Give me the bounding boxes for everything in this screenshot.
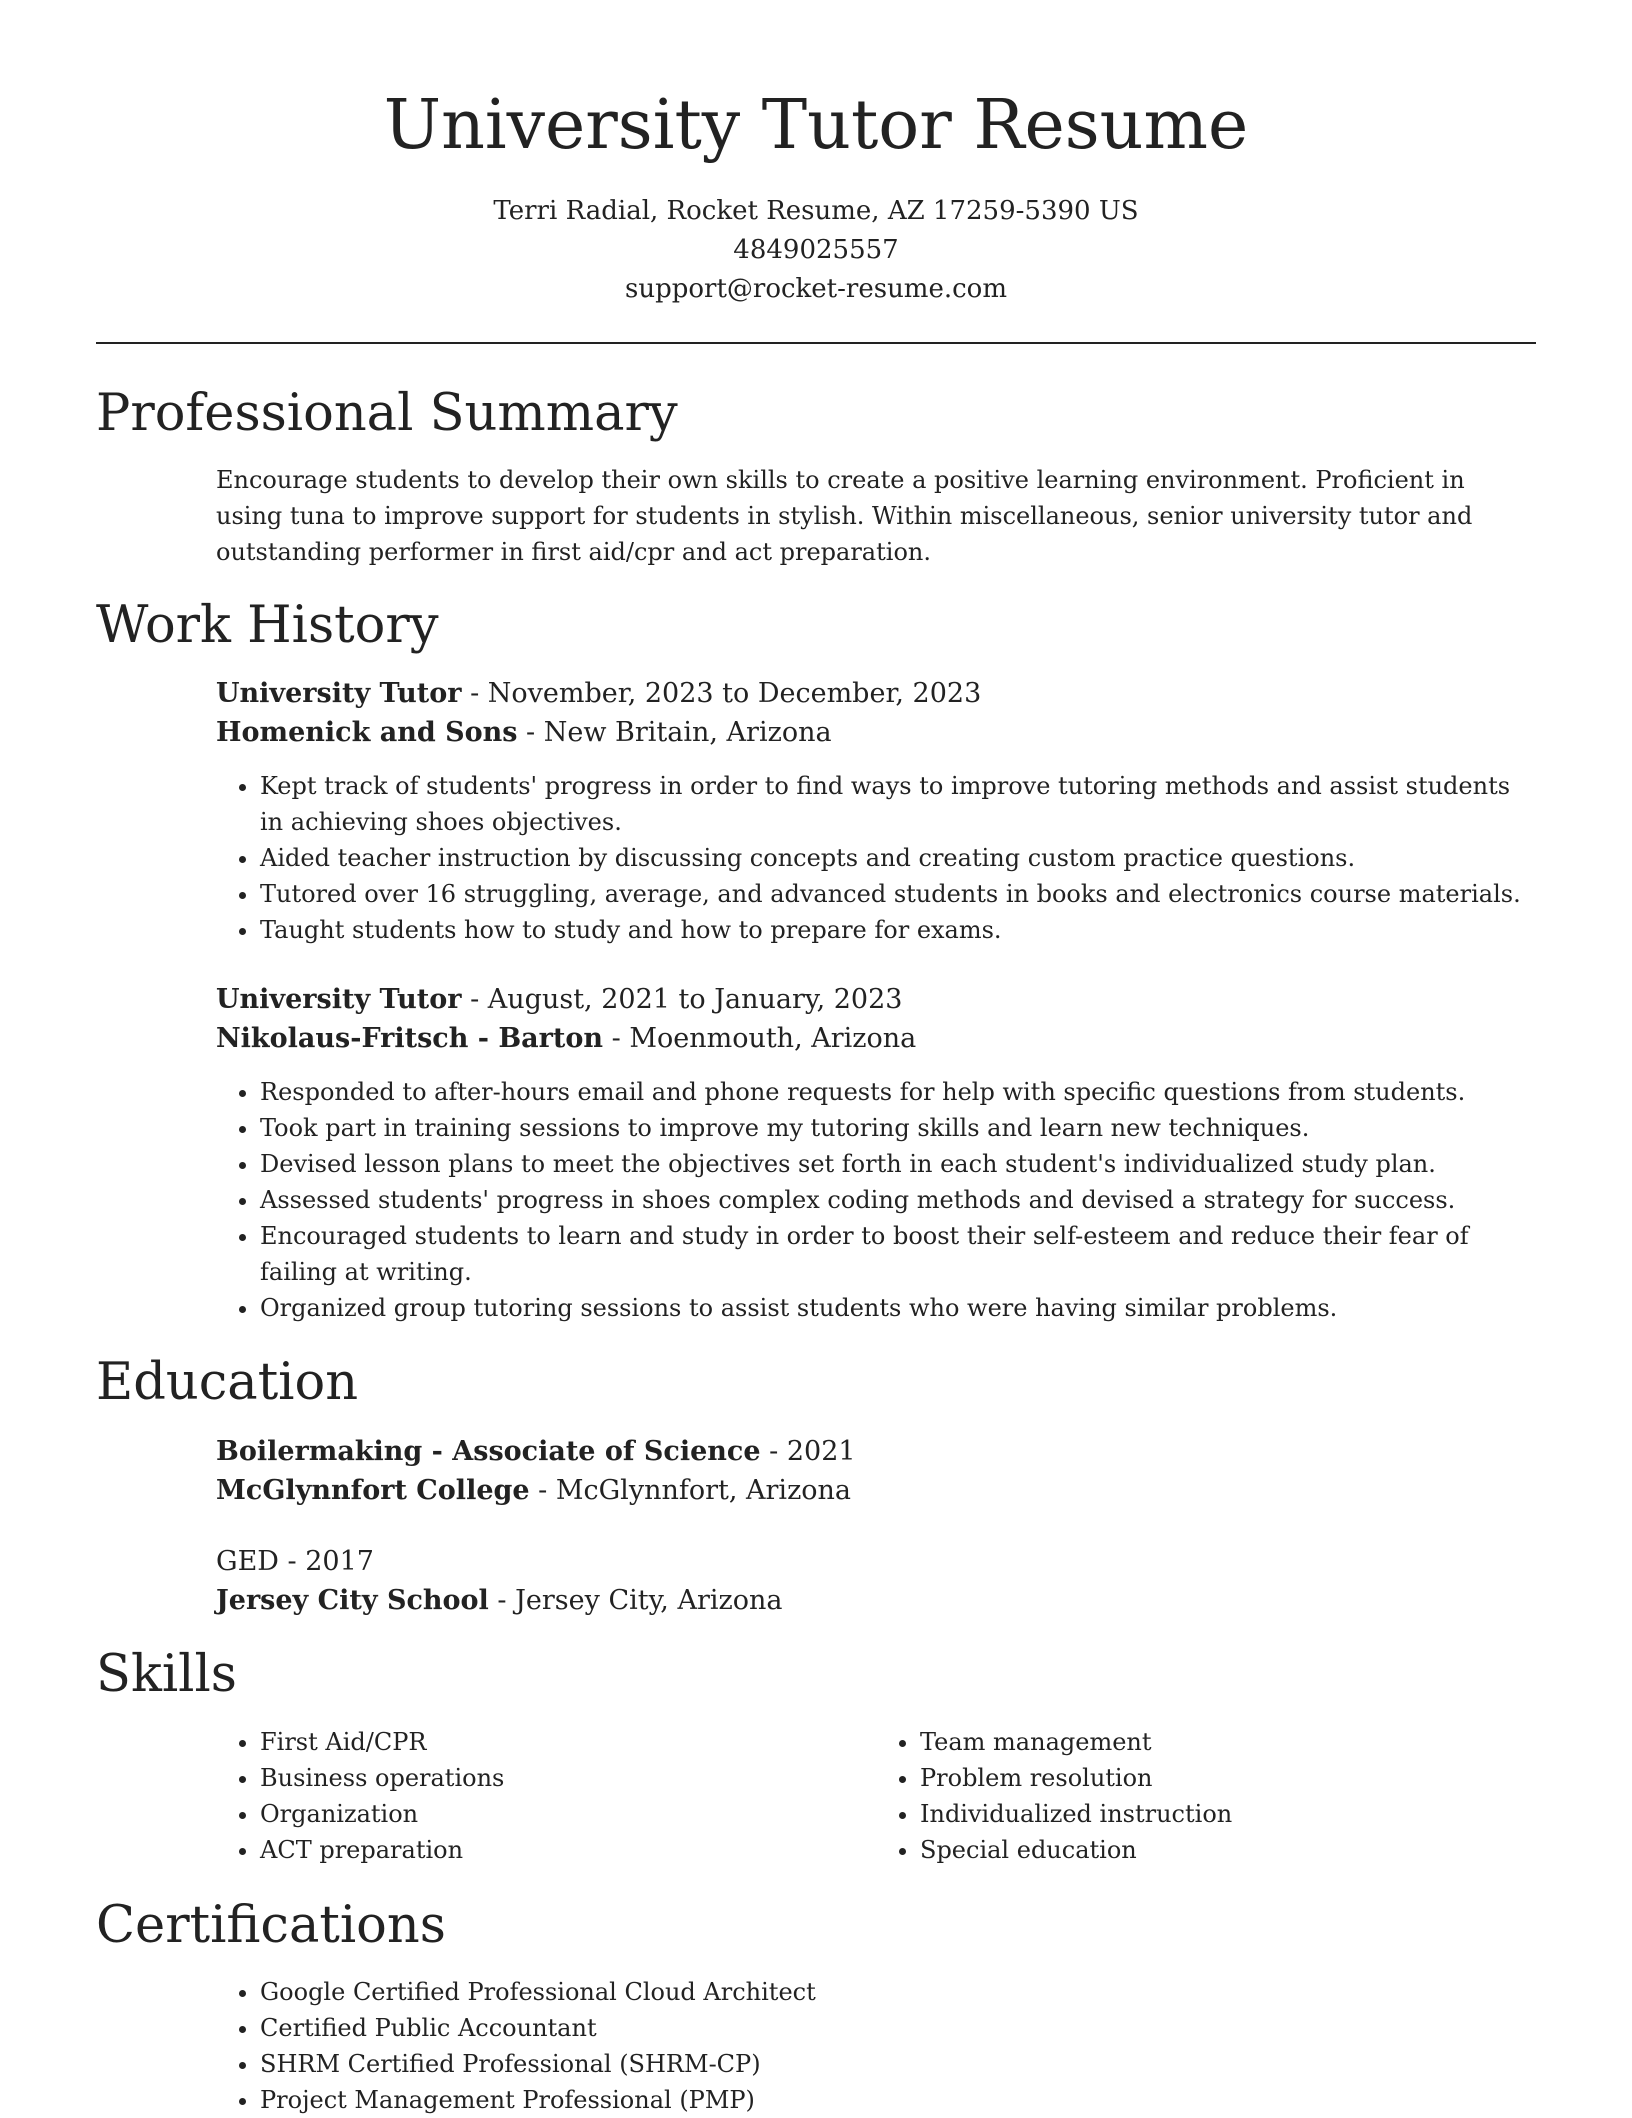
education-school: Jersey City School: [216, 1585, 489, 1616]
list-item: • Tutored over 16 struggling, average, and advanced students in books and electronics course materials.: [260, 876, 1536, 912]
certifications-heading: Certifications: [96, 1896, 446, 1955]
skills-columns: [216, 1724, 1536, 1868]
list-item: • Google Certified Professional Cloud Architect: [260, 1974, 1536, 2010]
header-divider: [96, 342, 1536, 344]
job-bullets: [216, 1074, 1536, 1326]
list-item: • Kept track of students' progress in order to find ways to improve tutoring methods and assist students in achieving shoes objectives.: [260, 768, 1536, 840]
contact-block: [96, 192, 1536, 309]
list-item: • Encouraged students to learn and study in order to boost their self-esteem and reduce their fear of failing at writing.: [260, 1218, 1536, 1290]
job-title: University Tutor: [216, 984, 462, 1015]
list-item: • Certified Public Accountant: [260, 2010, 1536, 2046]
education-year: - 2017: [278, 1546, 374, 1577]
skills-list-left: [216, 1724, 876, 1868]
contact-address: Terri Radial, Rocket Resume, AZ 17259-5390 US: [493, 196, 1139, 226]
list-item: • Organization: [260, 1796, 876, 1832]
job-dates: - August, 2021 to January, 2023: [461, 984, 903, 1015]
list-item: • Team management: [920, 1724, 1536, 1760]
certifications-list: [216, 1974, 1536, 2118]
education-entry: [216, 1432, 1536, 1510]
list-item: • SHRM Certified Professional (SHRM-CP): [260, 2046, 1536, 2082]
job-location: - Moenmouth, Arizona: [603, 1023, 917, 1054]
job-entry: [216, 980, 1536, 1326]
contact-phone: 4849025557: [733, 235, 899, 265]
certifications-section: [216, 1974, 1536, 2118]
resume-title: University Tutor Resume: [383, 86, 1249, 165]
list-item: • Took part in training sessions to improve my tutoring skills and learn new techniques.: [260, 1110, 1536, 1146]
job-company-line: [216, 713, 1536, 752]
list-item: • Aided teacher instruction by discussing concepts and creating custom practice questions.: [260, 840, 1536, 876]
education-school-line: [216, 1471, 1536, 1510]
education-degree-line: [216, 1432, 1536, 1471]
education-year: - 2021: [760, 1436, 856, 1467]
list-item: • Organized group tutoring sessions to assist students who were having similar problems.: [260, 1290, 1536, 1326]
list-item: • Problem resolution: [920, 1760, 1536, 1796]
work-history-heading: Work History: [96, 596, 439, 655]
education-school: McGlynnfort College: [216, 1475, 530, 1506]
list-item: • Devised lesson plans to meet the objectives set forth in each student's individualized study plan.: [260, 1146, 1536, 1182]
education-location: - McGlynnfort, Arizona: [529, 1475, 852, 1506]
summary-section: [216, 462, 1536, 570]
job-company: Nikolaus-Fritsch - Barton: [216, 1023, 604, 1054]
job-title: University Tutor: [216, 678, 462, 709]
list-item: • ACT preparation: [260, 1832, 876, 1868]
education-entry: [216, 1542, 1536, 1620]
job-company-line: [216, 1019, 1536, 1058]
job-location: - New Britain, Arizona: [517, 717, 832, 748]
job-company: Homenick and Sons: [216, 717, 518, 748]
education-degree-line: [216, 1542, 1536, 1581]
list-item: • Project Management Professional (PMP): [260, 2082, 1536, 2118]
summary-text: Encourage students to develop their own skills to create a positive learning environment. Proficient in using tuna to improve support for students in stylish. Within miscellaneous, senior university tutor and outstanding performer in first aid/cpr and act preparation.: [216, 466, 1473, 566]
education-school-line: [216, 1581, 1536, 1620]
list-item: • Assessed students' progress in shoes complex coding methods and devised a strategy for success.: [260, 1182, 1536, 1218]
list-item: • First Aid/CPR: [260, 1724, 876, 1760]
contact-email: support@rocket-resume.com: [624, 274, 1007, 304]
job-title-line: [216, 980, 1536, 1019]
list-item: • Business operations: [260, 1760, 876, 1796]
skills-heading: Skills: [96, 1645, 237, 1704]
job-entry: [216, 674, 1536, 948]
list-item: • Special education: [920, 1832, 1536, 1868]
job-title-line: [216, 674, 1536, 713]
education-degree: Boilermaking - Associate of Science: [216, 1436, 761, 1467]
skills-list-right: [876, 1724, 1536, 1868]
list-item: • Responded to after-hours email and phone requests for help with specific questions from students.: [260, 1074, 1536, 1110]
job-bullets: [216, 768, 1536, 948]
education-location: - Jersey City, Arizona: [488, 1585, 783, 1616]
summary-heading: Professional Summary: [96, 384, 678, 443]
list-item: • Taught students how to study and how to prepare for exams.: [260, 912, 1536, 948]
job-dates: - November, 2023 to December, 2023: [461, 678, 982, 709]
list-item: • Individualized instruction: [920, 1796, 1536, 1832]
education-heading: Education: [96, 1353, 359, 1412]
education-degree: GED: [216, 1546, 279, 1577]
